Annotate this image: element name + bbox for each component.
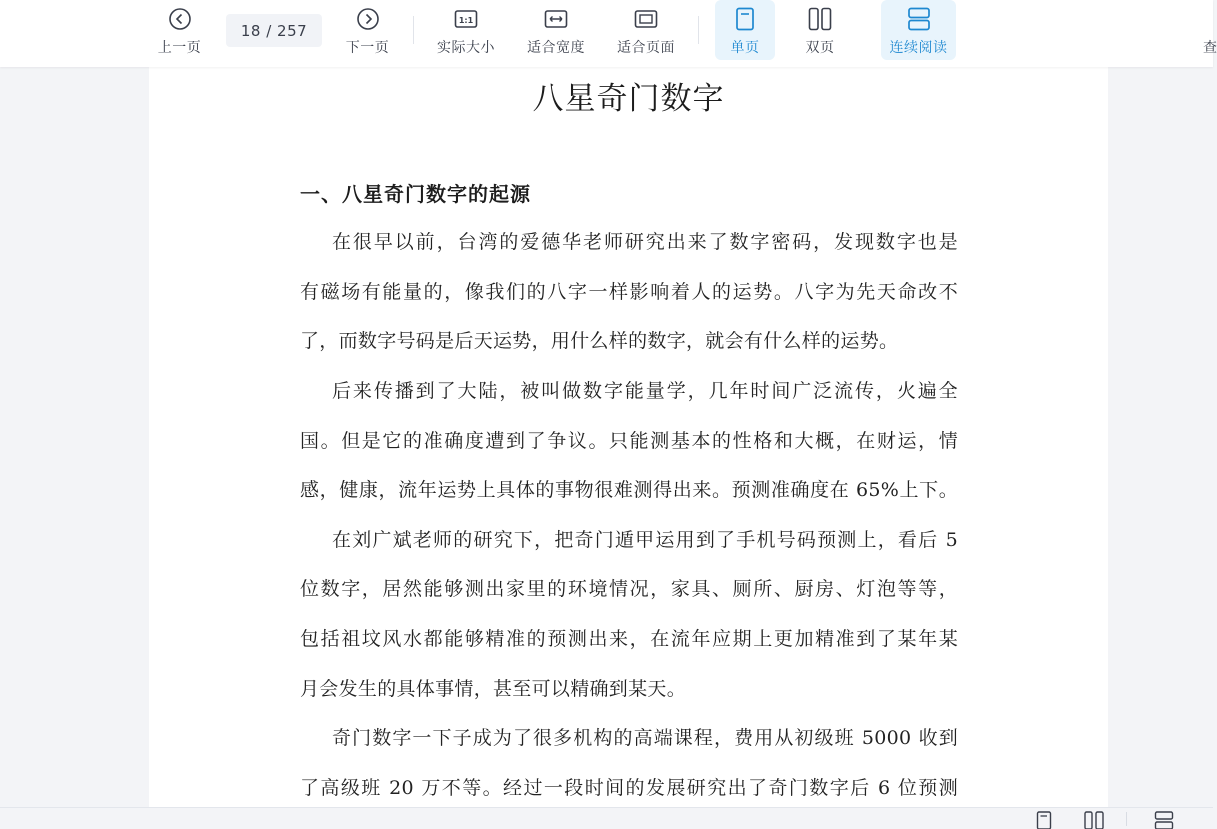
- paragraph-line: 后来传播到了大陆，被叫做数字能量学，几年时间广泛流传，火遍全: [332, 380, 958, 402]
- paragraph-line: 位数字，居然能够测出家里的环境情况，家具、厕所、厨房、灯泡等等，: [300, 578, 958, 600]
- continuous-read-icon: [906, 6, 932, 32]
- section-heading: 一、八星奇门数字的起源: [300, 182, 531, 206]
- toolbar-divider: [413, 16, 414, 44]
- paragraph-line: 奇门数字一下子成为了很多机构的高端课程，费用从初级班 5000 收到: [332, 727, 958, 749]
- bottom-divider: [1126, 812, 1127, 826]
- chevron-right-circle-icon: [355, 6, 381, 32]
- paragraph-line: 在很早以前，台湾的爱德华老师研究出来了数字密码，发现数字也是: [332, 231, 958, 253]
- chevron-left-circle-icon: [167, 6, 193, 32]
- single-page-button[interactable]: [715, 0, 775, 60]
- continuous-read-button[interactable]: [881, 0, 956, 60]
- fit-width-icon: [543, 6, 569, 32]
- page-number-input[interactable]: 18 / 257: [226, 14, 322, 47]
- document-page: [149, 67, 1108, 807]
- fit-width-button[interactable]: [522, 0, 590, 67]
- paragraph-line: 包括祖坟风水都能够精准的预测出来，在流年应期上更加精准到了某年某: [300, 628, 958, 650]
- paragraph-line: 有磁场有能量的，像我们的八字一样影响着人的运势。八字为先天命改不: [300, 281, 958, 303]
- next-page-label: 下一页: [345, 40, 390, 56]
- fit-page-button[interactable]: [612, 0, 680, 67]
- fit-width-label: 适合宽度: [527, 40, 585, 56]
- continuous-read-icon[interactable]: [1154, 811, 1174, 829]
- paragraph-line: 月会发生的具体事情，甚至可以精确到某天。: [300, 678, 687, 700]
- single-page-icon: [732, 6, 758, 32]
- actual-size-icon: [453, 6, 479, 32]
- actual-size-label: 实际大小: [437, 40, 495, 56]
- fit-page-label: 适合页面: [617, 40, 675, 56]
- actual-size-button[interactable]: [432, 0, 500, 67]
- bottom-view-bar: [0, 807, 1213, 829]
- single-page-label: 单页: [730, 40, 760, 56]
- document-title: 八星奇门数字: [532, 81, 725, 117]
- toolbar-divider: [698, 16, 699, 44]
- prev-page-label: 上一页: [157, 40, 202, 56]
- double-page-icon[interactable]: [1084, 811, 1104, 829]
- cut-off-toolbar-item[interactable]: 查: [1203, 40, 1217, 56]
- paragraph-line: 了，而数字号码是后天运势，用什么样的数字，就会有什么样的运势。: [300, 330, 899, 352]
- paragraph-line: 感，健康，流年运势上具体的事物很难测得出来。预测准确度在 65%上下。: [300, 479, 958, 501]
- svg-text:1:1: 1:1: [458, 16, 474, 25]
- continuous-read-label: 连续阅读: [889, 40, 948, 56]
- paragraph-line: 了高级班 20 万不等。经过一段时间的发展研究出了奇门数字后 6 位预测: [300, 777, 958, 799]
- next-page-button[interactable]: [340, 0, 395, 67]
- single-page-icon[interactable]: [1034, 811, 1054, 829]
- paragraph-line: 国。但是它的准确度遭到了争议。只能测基本的性格和大概，在财运，情: [300, 430, 958, 452]
- double-page-label: 双页: [805, 40, 835, 56]
- fit-page-icon: [633, 6, 659, 32]
- double-page-icon: [807, 6, 833, 32]
- double-page-button[interactable]: [790, 0, 850, 67]
- paragraph-line: 在刘广斌老师的研究下，把奇门遁甲运用到了手机号码预测上，看后 5: [332, 529, 958, 551]
- reader-toolbar: [0, 0, 1217, 67]
- prev-page-button[interactable]: [152, 0, 207, 67]
